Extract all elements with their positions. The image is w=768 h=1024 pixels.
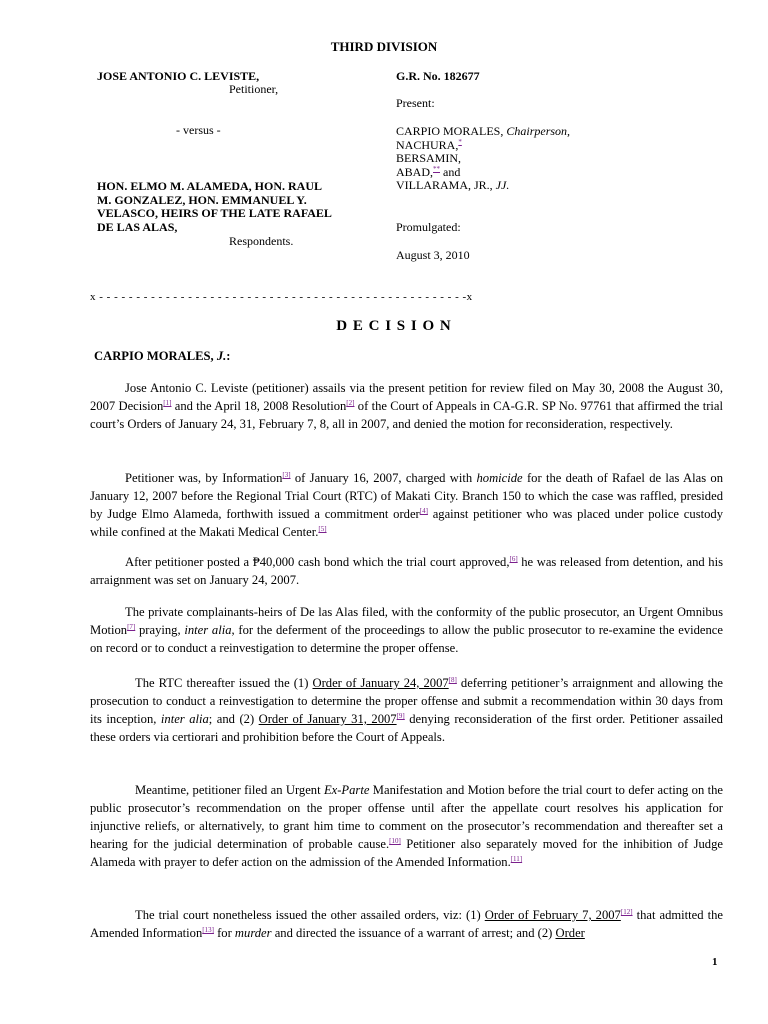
present-label: Present: bbox=[396, 96, 435, 110]
murder-term: murder bbox=[234, 926, 272, 940]
ponente-j: J. bbox=[216, 349, 227, 363]
p3-text: he was released from detention, and his arraignment was set on January 24, 2007. bbox=[90, 555, 723, 587]
inter-alia-term: inter alia bbox=[160, 712, 209, 726]
separator-line: x - - - - - - - - - - - - - - - - - - - - - - - - - - - - - - - - - - - - - - - - - - - - - - - - - -x bbox=[90, 291, 473, 303]
p5-text: ; and (2) bbox=[208, 712, 259, 726]
paragraph-4 bbox=[90, 603, 723, 657]
p4-text: praying, bbox=[135, 623, 185, 637]
footnote-link-12[interactable]: [12] bbox=[620, 907, 633, 916]
page-number: 1 bbox=[712, 956, 718, 968]
respondents-line: VELASCO, HEIRS OF THE LATE RAFAEL bbox=[97, 206, 332, 220]
footnote-link-4[interactable]: [4] bbox=[419, 506, 428, 515]
order-jan-24-link[interactable]: Order of January 24, 2007 bbox=[312, 676, 449, 690]
paragraph-1 bbox=[90, 379, 723, 433]
paragraph-6 bbox=[90, 781, 723, 871]
jj-label: JJ. bbox=[495, 178, 510, 192]
gr-number: G.R. No. 182677 bbox=[396, 69, 480, 83]
promulgation-date: August 3, 2010 bbox=[396, 248, 470, 262]
p5-text: deferring petitioner’s arraignment and allowing the prosecution to conduct a reinvestigation to determine the proper offense and submit a recommendation within 30 days from its inception, bbox=[90, 676, 723, 726]
petitioner-role: Petitioner, bbox=[229, 82, 279, 96]
respondents-line: M. GONZALEZ, HON. EMMANUEL Y. bbox=[97, 192, 307, 207]
respondents-block bbox=[97, 180, 387, 234]
justice-nachura: NACHURA, bbox=[396, 137, 459, 152]
footnote-link-8[interactable]: [8] bbox=[448, 675, 457, 684]
promulgated-label: Promulgated: bbox=[396, 220, 461, 234]
footnote-link-5[interactable]: [5] bbox=[318, 524, 327, 533]
footnote-star[interactable]: * bbox=[458, 137, 462, 146]
footnote-double-star[interactable]: ** bbox=[433, 164, 441, 173]
p3-text: After petitioner posted a ₱40,000 cash bond which the trial court approved, bbox=[125, 555, 510, 569]
p6-text: Manifestation and Motion before the trial court to defer acting on the public prosecutor’s recommendation on the proper offense until after the appellate court resolves his application for injunctive reliefs, or alternatively, to grant him time to comment on the prosecutor’s recommendation and thereafter set a hearing for the judicial determination of probable cause. bbox=[90, 783, 723, 851]
footnote-link-11[interactable]: [11] bbox=[510, 854, 523, 863]
respondents-line: DE LAS ALAS, bbox=[97, 219, 178, 234]
justices-block bbox=[396, 125, 570, 193]
p1-text: and the April 18, 2008 Resolution bbox=[171, 399, 347, 413]
p2-text: of January 16, 2007, charged with bbox=[290, 471, 477, 485]
p7-text: and directed the issuance of a warrant of arrest; and (2) bbox=[271, 926, 556, 940]
p2-text: against petitioner who was placed under police custody while confined at the Makati Medical Center. bbox=[90, 507, 723, 539]
paragraph-7 bbox=[90, 906, 723, 942]
order-jan-31-link[interactable]: Order of January 31, 2007 bbox=[258, 712, 397, 726]
footnote-link-3[interactable]: [3] bbox=[282, 470, 291, 479]
justice-carpio: CARPIO MORALES, bbox=[396, 124, 504, 138]
p6-text: Meantime, petitioner filed an Urgent bbox=[135, 783, 324, 797]
ponente-colon: : bbox=[226, 349, 231, 363]
versus-label: - versus - bbox=[176, 123, 221, 137]
justice-abad: ABAD, bbox=[396, 164, 434, 179]
footnote-link-9[interactable]: [9] bbox=[396, 711, 405, 720]
paragraph-5 bbox=[90, 674, 723, 746]
order-feb-7-link[interactable]: Order of February 7, 2007 bbox=[484, 908, 621, 922]
footnote-link-1[interactable]: [1] bbox=[163, 398, 172, 407]
inter-alia-term: inter alia bbox=[184, 623, 232, 637]
homicide-term: homicide bbox=[476, 471, 523, 485]
p1-text: of the Court of Appeals in CA-G.R. SP No. 97761 that affirmed the trial court’s Orders of January 24, 31, February 7, 8, all in 2007, and denied the motion for reconsideration, respectively. bbox=[90, 399, 723, 431]
p6-text: Petitioner also separately moved for the inhibition of Judge Alameda with prayer to defer action on the admission of the Amended Information. bbox=[90, 837, 723, 869]
ponente-name: CARPIO MORALES, bbox=[94, 349, 214, 363]
respondents-role: Respondents. bbox=[229, 234, 294, 248]
p2-text: Petitioner was, by Information bbox=[125, 471, 283, 485]
p5-text: denying reconsideration of the first order. Petitioner assailed these orders via certiorari and prohibition before the Court of Appeals. bbox=[90, 712, 723, 744]
footnote-link-7[interactable]: [7] bbox=[127, 622, 136, 631]
p7-text: for bbox=[213, 926, 235, 940]
footnote-link-13[interactable]: [13] bbox=[202, 925, 214, 934]
p5-text: The RTC thereafter issued the (1) bbox=[135, 676, 313, 690]
and-label: and bbox=[443, 164, 461, 179]
order-link[interactable]: Order bbox=[555, 926, 585, 940]
respondents-line: HON. ELMO M. ALAMEDA, HON. RAUL bbox=[97, 179, 322, 193]
paragraph-3 bbox=[90, 553, 723, 589]
paragraph-2 bbox=[90, 469, 723, 541]
decision-title: D E C I S I O N bbox=[336, 318, 452, 334]
footnote-link-6[interactable]: [6] bbox=[509, 554, 518, 563]
p1-text: Jose Antonio C. Leviste (petitioner) assails via the present petition for review filed on May 30, 2008 the August 30, 2007 Decision bbox=[90, 381, 723, 413]
ex-parte-term: Ex-Parte bbox=[323, 783, 370, 797]
justice-villarama: VILLARAMA, JR., bbox=[396, 178, 493, 192]
p7-text: that admitted the Amended Information bbox=[90, 908, 723, 940]
ponente-line bbox=[94, 349, 230, 364]
p7-text: The trial court nonetheless issued the other assailed orders, viz: (1) bbox=[135, 908, 485, 922]
p4-text: , for the deferment of the proceedings to allow the public prosecutor to re-examine the evidence on record or to conduct a reinvestigation to determine the proper offense. bbox=[90, 623, 723, 655]
justice-bersamin: BERSAMIN, bbox=[396, 151, 462, 165]
division-heading: THIRD DIVISION bbox=[330, 39, 438, 54]
footnote-link-10[interactable]: [10] bbox=[389, 836, 401, 845]
chairperson-label: Chairperson, bbox=[506, 124, 571, 138]
petitioner-name: JOSE ANTONIO C. LEVISTE, bbox=[97, 69, 260, 83]
footnote-link-2[interactable]: [2] bbox=[346, 398, 355, 407]
p4-text: The private complainants-heirs of De las Alas filed, with the conformity of the public prosecutor, an Urgent Omnibus Motion bbox=[90, 605, 723, 637]
p2-text: for the death of Rafael de las Alas on January 12, 2007 before the Regional Trial Court (RTC) of Makati City. Branch 150 to which the case was raffled, presided by Judge Elmo Alameda, forthwith issued a commitment order bbox=[90, 471, 723, 521]
